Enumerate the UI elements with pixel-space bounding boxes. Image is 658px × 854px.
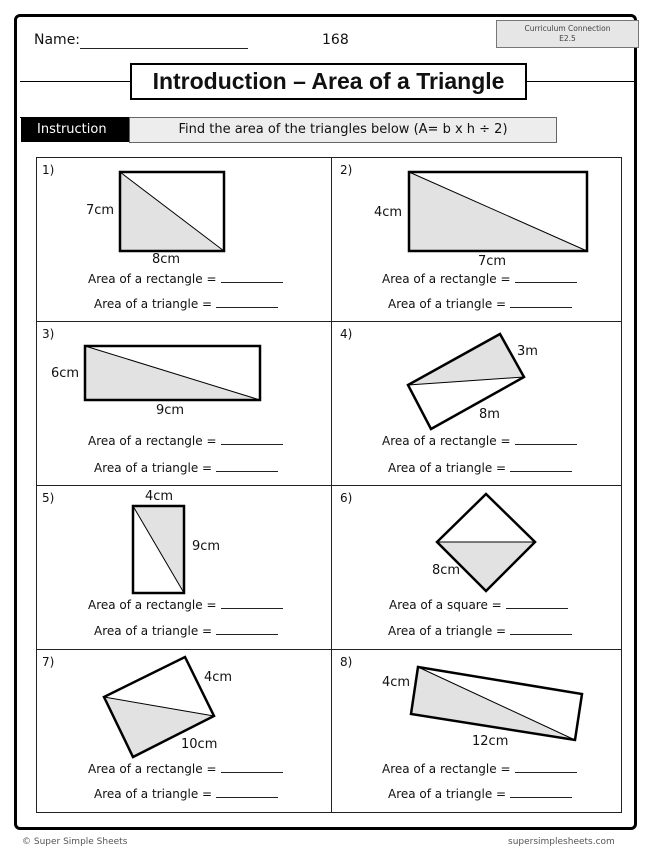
answer-blank[interactable] — [221, 762, 283, 773]
problem-1-rectangle-answer — [88, 272, 283, 286]
problem-2-rectangle-answer — [382, 272, 577, 286]
problem-6-triangle-label: Area of a triangle = — [388, 624, 507, 638]
problem-2-triangle-answer — [388, 297, 572, 311]
answer-blank[interactable] — [510, 787, 572, 798]
instruction-text: Find the area of the triangles below (A= b x h ÷ 2) — [129, 117, 557, 143]
answer-blank[interactable] — [216, 297, 278, 308]
problem-1-rectangle-label: Area of a rectangle = — [88, 272, 217, 286]
figure-4 — [408, 334, 524, 429]
problem-6-triangle-answer — [388, 624, 572, 638]
problem-8-length-label: 12cm — [472, 734, 509, 749]
problem-8-number: 8) — [340, 655, 353, 669]
problem-5-rectangle-label: Area of a rectangle = — [88, 598, 217, 612]
answer-blank[interactable] — [510, 461, 572, 472]
problem-6-number: 6) — [340, 491, 353, 505]
answer-blank[interactable] — [506, 598, 568, 609]
problem-4-triangle-label: Area of a triangle = — [388, 461, 507, 475]
problem-4-triangle-answer — [388, 461, 572, 475]
problem-4-number: 4) — [340, 327, 353, 341]
problem-3-rectangle-label: Area of a rectangle = — [88, 434, 217, 448]
problem-3-height-label: 6cm — [51, 366, 80, 381]
answer-blank[interactable] — [216, 461, 278, 472]
problem-7-rectangle-label: Area of a rectangle = — [88, 762, 217, 776]
problem-5-height-label: 9cm — [192, 539, 221, 554]
problem-7-triangle-answer — [94, 787, 278, 801]
answer-blank[interactable] — [221, 272, 283, 283]
footer-copyright: © Super Simple Sheets — [22, 837, 128, 847]
problem-8-rectangle-answer — [382, 762, 577, 776]
problem-2-height-label: 4cm — [374, 205, 403, 220]
answer-blank[interactable] — [221, 598, 283, 609]
footer-website[interactable]: supersimplesheets.com — [508, 837, 615, 847]
page-number: 168 — [322, 32, 349, 48]
name-label: Name: — [34, 32, 81, 48]
page-title: Introduction – Area of a Triangle — [130, 63, 527, 100]
problem-3-triangle-answer — [94, 461, 278, 475]
problem-2-base-label: 7cm — [478, 254, 507, 269]
problem-7-width-label: 4cm — [204, 670, 233, 685]
problem-3-base-label: 9cm — [156, 403, 185, 418]
problem-7-length-label: 10cm — [181, 737, 218, 752]
problem-4-width-label: 3m — [517, 344, 538, 359]
problem-1-triangle-label: Area of a triangle = — [94, 297, 213, 311]
problem-7-triangle-label: Area of a triangle = — [94, 787, 213, 801]
problem-2-rectangle-label: Area of a rectangle = — [382, 272, 511, 286]
figure-1 — [120, 172, 224, 251]
problem-2-triangle-label: Area of a triangle = — [388, 297, 507, 311]
problem-8-width-label: 4cm — [382, 675, 411, 690]
instruction-tab: Instruction — [21, 118, 129, 142]
problem-4-rectangle-label: Area of a rectangle = — [382, 434, 511, 448]
problem-6-square-answer — [389, 598, 568, 612]
problem-3-rectangle-answer — [88, 434, 283, 448]
answer-blank[interactable] — [216, 624, 278, 635]
problem-5-triangle-answer — [94, 624, 278, 638]
figure-2 — [409, 172, 587, 251]
answer-blank[interactable] — [221, 434, 283, 445]
figure-5 — [133, 506, 184, 593]
problem-8-triangle-label: Area of a triangle = — [388, 787, 507, 801]
problem-1-triangle-answer — [94, 297, 278, 311]
figure-8 — [411, 667, 582, 740]
problem-6-square-label: Area of a square = — [389, 598, 502, 612]
problem-5-rectangle-answer — [88, 598, 283, 612]
curriculum-code: E2.5 — [559, 34, 576, 43]
problem-3-triangle-label: Area of a triangle = — [94, 461, 213, 475]
problem-5-width-label: 4cm — [145, 489, 174, 504]
problem-3-number: 3) — [42, 327, 55, 341]
problem-6-side-label: 8cm — [432, 563, 461, 578]
curriculum-title: Curriculum Connection — [524, 24, 611, 33]
problem-5-triangle-label: Area of a triangle = — [94, 624, 213, 638]
problem-8-rectangle-label: Area of a rectangle = — [382, 762, 511, 776]
problem-7-rectangle-answer — [88, 762, 283, 776]
problem-4-rectangle-answer — [382, 434, 577, 448]
answer-blank[interactable] — [510, 297, 572, 308]
answer-blank[interactable] — [515, 272, 577, 283]
problem-8-triangle-answer — [388, 787, 572, 801]
answer-blank[interactable] — [216, 787, 278, 798]
answer-blank[interactable] — [515, 434, 577, 445]
answer-blank[interactable] — [510, 624, 572, 635]
problem-5-number: 5) — [42, 491, 55, 505]
figure-3 — [85, 346, 260, 400]
problem-7-number: 7) — [42, 655, 55, 669]
problem-2-number: 2) — [340, 163, 353, 177]
problem-1-number: 1) — [42, 163, 55, 177]
problem-1-height-label: 7cm — [86, 203, 115, 218]
answer-blank[interactable] — [515, 762, 577, 773]
problem-4-length-label: 8m — [479, 407, 500, 422]
problem-1-base-label: 8cm — [152, 252, 181, 267]
